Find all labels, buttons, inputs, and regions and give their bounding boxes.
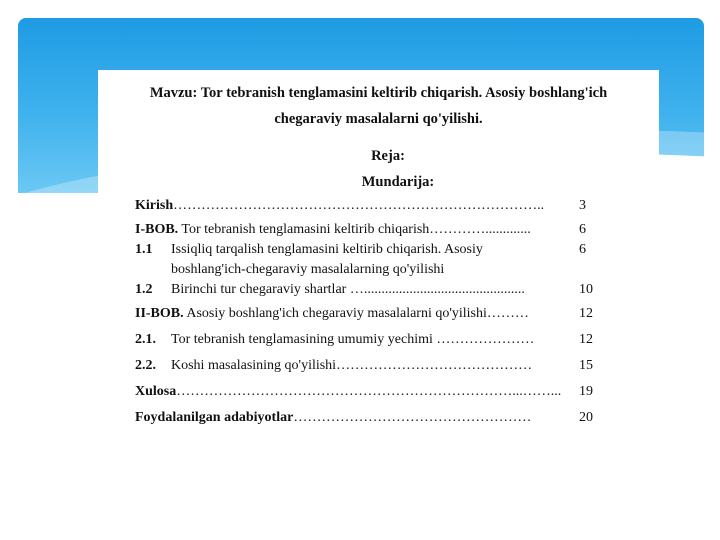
toc-label: II-BOB. xyxy=(135,306,184,321)
toc-row-1-2 xyxy=(135,282,600,302)
toc-text: Tor tebranish tenglamasining umumiy yechimi ………………… xyxy=(171,332,535,347)
document-title-line-2: chegaraviy masalalarni qo'yilishi. xyxy=(274,111,483,127)
toc-text: Birinchi tur chegaraviy shartlar ….............................................. xyxy=(171,282,525,297)
contents-heading: Mundarija: xyxy=(361,174,435,190)
toc-text: Asosiy boshlang'ich chegaraviy masalalarni qo'yilishi……… xyxy=(183,306,529,321)
toc-label: 2.1. xyxy=(135,332,156,347)
toc-page-number: 6 xyxy=(579,222,586,237)
toc-label: Xulosa xyxy=(135,384,177,399)
toc-text-continued: boshlang'ich-chegaraviy masalalarning qo'yilishi xyxy=(171,262,445,277)
toc-text: Issiqliq tarqalish tenglamasini keltirib chiqarish. Asosiy xyxy=(171,242,483,257)
toc-leader: …………………………………………… xyxy=(293,410,532,425)
toc-row-chapter-1 xyxy=(135,222,600,242)
document-page xyxy=(98,70,659,450)
toc-label: Kirish xyxy=(135,198,174,213)
toc-row-xulosa xyxy=(135,384,600,404)
toc-page-number: 15 xyxy=(579,358,593,373)
toc-row-1-1 xyxy=(135,242,600,282)
toc-label: 1.1 xyxy=(135,242,153,257)
toc-page-number: 20 xyxy=(579,410,593,425)
toc-row-chapter-2 xyxy=(135,306,600,326)
toc-page-number: 19 xyxy=(579,384,593,399)
toc-leader: …………………………………………………………………….. xyxy=(173,198,545,213)
toc-page-number: 6 xyxy=(579,242,586,257)
toc-row-2-1 xyxy=(135,332,600,352)
toc-text: Koshi masalasining qo'yilishi…………………………………… xyxy=(171,358,533,373)
toc-page-number: 12 xyxy=(579,332,593,347)
toc-row-references xyxy=(135,410,600,430)
toc-page-number: 12 xyxy=(579,306,593,321)
toc-label: 1.2 xyxy=(135,282,153,297)
toc-row-kirish xyxy=(135,198,600,218)
toc-page-number: 10 xyxy=(579,282,593,297)
plan-heading: Reja: xyxy=(371,148,405,164)
toc-label: I-BOB. xyxy=(135,222,179,237)
toc-row-2-2 xyxy=(135,358,600,378)
toc-page-number: 3 xyxy=(579,198,586,213)
toc-label: Foydalanilgan adabiyotlar xyxy=(135,410,294,425)
toc-label: 2.2. xyxy=(135,358,156,373)
toc-text: Tor tebranish tenglamasini keltirib chiqarish…………............. xyxy=(178,222,531,237)
toc-leader: ………………………………………………………………...……... xyxy=(176,384,562,399)
document-title-line-1: Mavzu: Tor tebranish tenglamasini keltirib chiqarish. Asosiy boshlang'ich xyxy=(149,85,608,101)
